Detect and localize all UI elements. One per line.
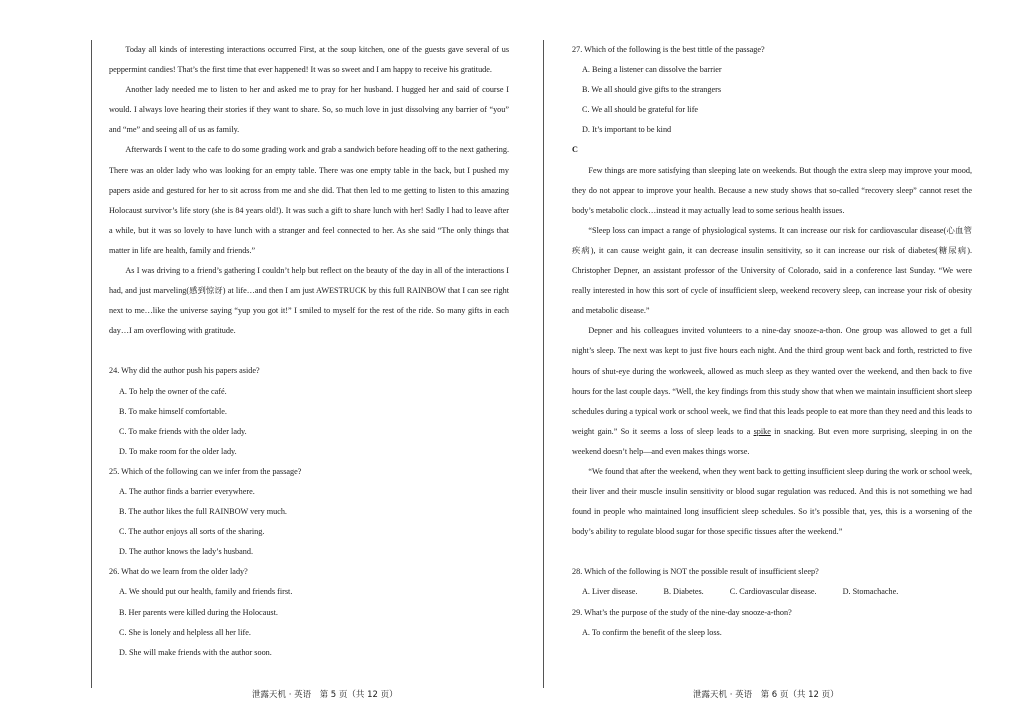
option-a: A. To help the owner of the café. [119,386,227,396]
option-a: A. The author finds a barrier everywhere. [119,486,255,496]
options-row [582,582,972,602]
section-label: C [572,145,578,155]
underlined-word: spike [753,426,771,436]
passage-text: in snacking. But even more surprising, sleeping in on the weekend doesn’t help—and even makes things worse. [572,426,972,456]
question-28 [572,562,972,602]
passage-paragraph: “Sleep loss can impact a range of physiological systems. It can increase our risk for cardiovascular disease(心血管疾病), it can cause weight gain, it can decrease insulin sensitivity, so it can increase our risk of diabetes(糖尿病). Christopher Depner, an assistant professor of the University of Colorado, said in a conference last Sunday. “We were really interested in how this sort of cycle of insufficient sleep, weekend recovery sleep, can increase your risk of obesity and metabolic disease.” [572,225,972,316]
option-c: C. We all should be grateful for life [582,105,699,115]
question-stem: 28. Which of the following is NOT the possible result of insufficient sleep? [572,567,819,577]
passage-text: Depner and his colleagues invited volunteers to a nine-day snooze-a-thon. One group was allowed to get a full night’s sleep. The next was kept to just five hours each night. And the third group went back and forth, restricted to five hours of shut-eye during the workweek, allowed as much sleep as they wanted over the weekend, and then back to five hours for the last couple days. “Well, the key findings from this study show that when we maintain insufficient short sleep schedules during a typical work or school week, we find that this leads people to eat more than they need and this leads to weight gain.” So it seems a loss of sleep leads to a [572,326,972,436]
question-27 [572,40,972,140]
option-b: B. We all should give gifts to the strangers [582,85,722,95]
passage-paragraph: Afterwards I went to the cafe to do some grading work and grab a sandwich before heading off to the next gathering. There was an older lady who was looking for an empty table. There was one empty table in the back, but I pushed my papers aside and gestured for her to sit across from me and she did. That then led to me getting to listen to this amazing Holocaust survivor’s life story (she is 84 years old!). It was such a gift to share lunch with her! Sadly I had to leave after a while, but it was so lovely to have lunch with a stranger and feel connected to her. As she said “The only things that matter in life are health, family and friends.” [109,145,509,255]
question-25 [109,462,509,562]
option-a: A. We should put our health, family and friends first. [119,587,293,597]
option-b: B. The author likes the full RAINBOW very much. [119,507,287,517]
page-5-column [109,40,509,663]
question-24 [109,361,509,461]
passage-paragraph [572,321,972,462]
question-stem: 29. What’s the purpose of the study of the nine-day snooze-a-thon? [572,607,792,617]
question-stem: 26. What do we learn from the older lady? [109,567,248,577]
passage-paragraph: As I was driving to a friend’s gathering I couldn’t help but reflect on the beauty of the day in all of the interactions I had, and just marveling(感到惊讶) at life…and then I am just AWESTRUCK by this full RAINBOW that I can see right next to me…like the universe saying “yup you got it!” I smiled to myself for the rest of the ride. So many gifts in each day…I am overflowing with gratitude. [109,266,509,336]
passage-paragraph: Today all kinds of interesting interactions occurred First, at the soup kitchen, one of the guests gave several of us peppermint candies! That’s the first time that ever happened! It was so sweet and I am happy to receive his gratitude. [109,45,509,75]
option-b: B. Her parents were killed during the Holocaust. [119,607,278,617]
question-stem: 27. Which of the following is the best tittle of the passage? [572,45,765,54]
question-26 [109,562,509,662]
option-a: A. Being a listener can dissolve the barrier [582,65,722,75]
option-d: D. It’s important to be kind [582,125,672,135]
option-d: D. To make room for the older lady. [119,446,237,456]
option-d: D. The author knows the lady’s husband. [119,547,254,557]
page-6-column [572,40,972,643]
option-c: C. The author enjoys all sorts of the sharing. [119,527,265,537]
option-c: C. Cardiovascular disease. [729,587,817,597]
question-stem: 25. Which of the following can we infer from the passage? [109,466,302,476]
option-b: B. Diabetes. [663,587,704,597]
option-d: D. She will make friends with the author soon. [119,647,272,657]
passage-paragraph: “We found that after the weekend, when they went back to getting insufficient sleep during the work or school week, their liver and their muscle insulin sensitivity or blood sugar regulation was reduced. And this is not something we had found in people who maintained long insufficient sleep schedules. So it’s possible that, yes, this is a worsening of the body’s ability to regulate blood sugar for those specific tissues after the weekend.” [572,466,972,537]
center-divider-line [543,40,544,688]
left-margin-line [91,40,92,688]
page-5-footer: 泄露天机 · 英语 第 5 页（共 12 页） [252,690,398,700]
page-6-footer: 泄露天机 · 英语 第 6 页（共 12 页） [693,690,839,700]
option-a: A. Liver disease. [582,587,638,597]
option-b: B. To make himself comfortable. [119,406,227,416]
option-c: C. To make friends with the older lady. [119,426,247,436]
option-c: C. She is lonely and helpless all her life. [119,627,251,637]
question-29 [572,603,972,643]
option-a: A. To confirm the benefit of the sleep loss. [582,627,722,637]
option-d: D. Stomachache. [842,587,899,597]
passage-paragraph: Another lady needed me to listen to her and asked me to pray for her husband. I hugged her and said of course I would. I always love hearing their stories if they want to share. So, so much love in just dissolving any barrier of “you” and “me” and seeing all of us as family. [109,85,509,135]
question-stem: 24. Why did the author push his papers aside? [109,366,260,376]
passage-paragraph: Few things are more satisfying than sleeping late on weekends. But though the extra sleep may improve your mood, they do not appear to improve your health. Because a new study shows that so-called “recovery sleep” cannot reset the body’s metabolic clock…instead it may actually lead to some serious health issues. [572,165,972,215]
